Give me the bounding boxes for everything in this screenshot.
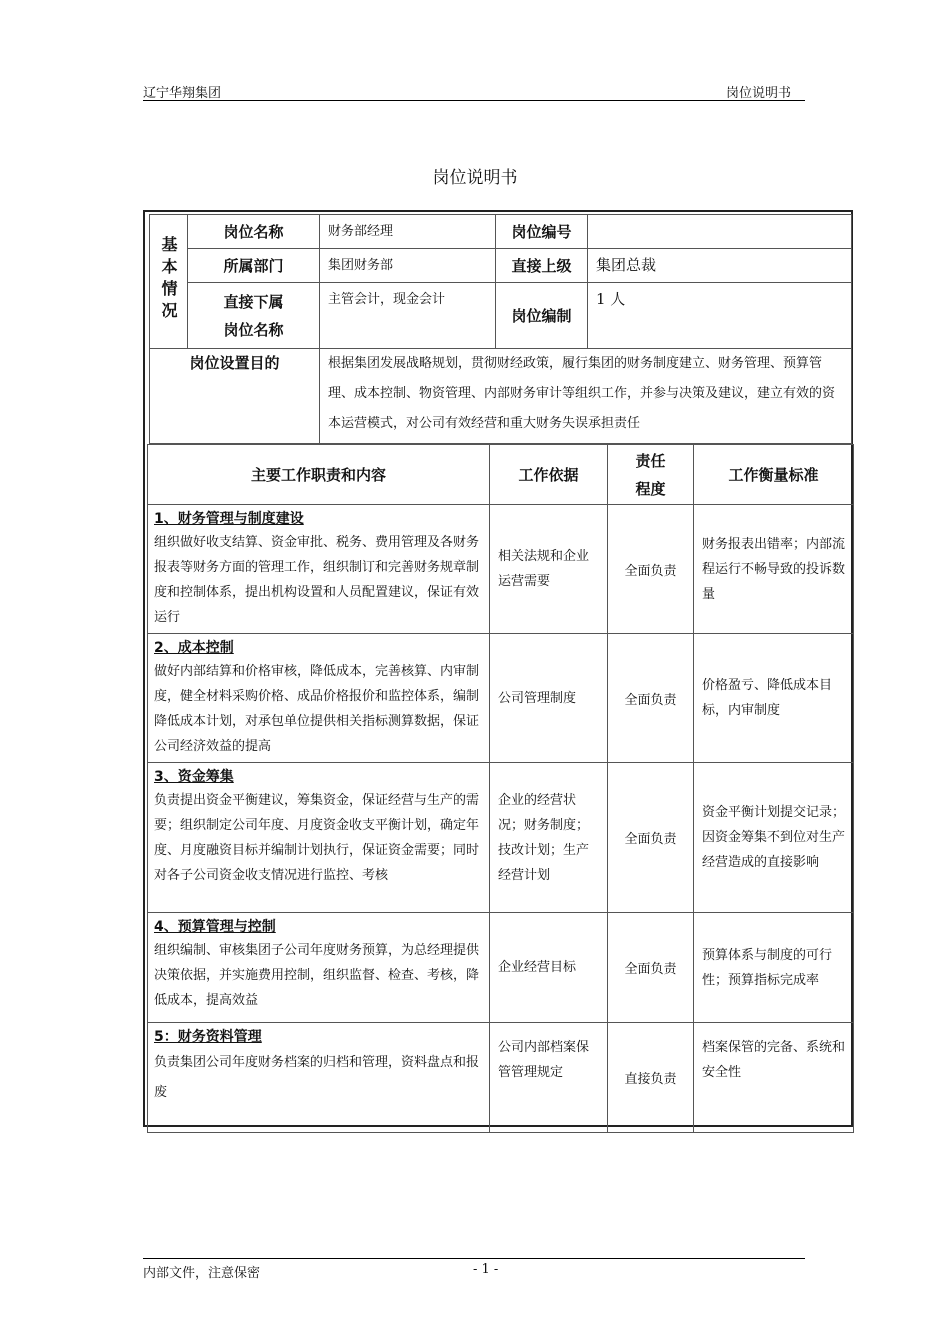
duty-resp: 全面负责 [608, 913, 694, 1023]
subordinate-label-line-2: 岗位名称 [223, 320, 284, 339]
duty-body: 负责集团公司年度财务档案的归档和管理，资料盘点和报废 [154, 1055, 480, 1100]
footer-confidential: 内部文件，注意保密 [143, 1266, 261, 1281]
basic-section-label: 基本情况 [159, 235, 178, 324]
duties-header-resp-line-2: 程度 [635, 479, 666, 498]
duty-basis: 企业经营目标 [490, 913, 608, 1023]
duty-body: 组织编制、审核集团子公司年度财务预算，为总经理提供决策依据，并实施费用控制，组织监督、检查、考核，降低成本，提高效益 [154, 943, 480, 1008]
duty-content [148, 763, 490, 913]
duty-content [148, 505, 490, 634]
duty-body: 做好内部结算和价格审核，降低成本，完善核算、内审制度，健全材料采购价格、成品价格报价和监控体系，编制降低成本计划，对承包单位提供相关指标测算数据，保证公司经济效益的提高 [154, 664, 480, 754]
duty-title: 1、财务管理与制度建设 [154, 511, 304, 527]
page-footer [143, 1258, 805, 1281]
duty-row [148, 1023, 854, 1133]
duty-resp: 全面负责 [608, 763, 694, 913]
duty-title: 4、预算管理与控制 [154, 919, 276, 935]
duties-table [147, 444, 854, 1133]
department-value: 集团财务部 [320, 249, 496, 283]
duties-header-basis: 工作依据 [490, 445, 608, 505]
subordinate-label-cell [188, 283, 320, 349]
duty-title: 5：财务资料管理 [154, 1029, 262, 1045]
position-name-label: 岗位名称 [188, 215, 320, 249]
subordinate-value: 主管会计，现金会计 [320, 283, 496, 349]
department-label: 所属部门 [188, 249, 320, 283]
duty-basis: 相关法规和企业运营需要 [490, 505, 608, 634]
duty-resp: 全面负责 [608, 634, 694, 763]
subordinate-label-line-1: 直接下属 [223, 292, 284, 311]
duty-title: 3、资金筹集 [154, 769, 234, 785]
duty-standard: 资金平衡计划提交记录；因资金筹集不到位对生产经营造成的直接影响 [694, 763, 854, 913]
duty-standard: 预算体系与制度的可行性；预算指标完成率 [694, 913, 854, 1023]
duties-header-resp-line-1: 责任 [635, 451, 666, 470]
footer-page-number: - 1 - [473, 1262, 499, 1277]
duty-standard: 档案保管的完备、系统和安全性 [694, 1023, 854, 1133]
page-header [143, 82, 805, 101]
duty-basis: 企业的经营状况；财务制度；技改计划；生产经营计划 [490, 763, 608, 913]
position-no-value [588, 215, 852, 249]
basic-info-table [149, 214, 852, 444]
header-doc-type: 岗位说明书 [725, 86, 791, 101]
header-company: 辽宁华翔集团 [143, 86, 222, 101]
duty-row [148, 505, 854, 634]
basic-section-label-cell [150, 215, 188, 349]
duties-header-resp [608, 445, 694, 505]
duties-header-standard: 工作衡量标准 [694, 445, 854, 505]
duty-row [148, 913, 854, 1023]
duty-content [148, 913, 490, 1023]
purpose-label: 岗位设置目的 [150, 349, 320, 444]
headcount-value: 1 人 [588, 283, 852, 349]
duty-basis: 公司管理制度 [490, 634, 608, 763]
duties-header-content: 主要工作职责和内容 [148, 445, 490, 505]
document-title: 岗位说明书 [432, 168, 518, 188]
position-name-value: 财务部经理 [320, 215, 496, 249]
duty-row [148, 763, 854, 913]
duty-body: 负责提出资金平衡建议，筹集资金，保证经营与生产的需要；组织制定公司年度、月度资金收支平衡计划，确定年度、月度融资目标并编制计划执行，保证资金需要；同时对各子公司资金收支情况进行监控、考核 [154, 793, 480, 883]
duty-standard: 财务报表出错率；内部流程运行不畅导致的投诉数量 [694, 505, 854, 634]
duty-basis: 公司内部档案保管管理规定 [490, 1023, 608, 1133]
duty-resp: 全面负责 [608, 505, 694, 634]
duty-body: 组织做好收支结算、资金审批、税务、费用管理及各财务报表等财务方面的管理工作，组织制订和完善财务规章制度和控制体系，提出机构设置和人员配置建议，保证有效运行 [154, 535, 480, 625]
duty-content [148, 1023, 490, 1133]
duty-row [148, 634, 854, 763]
headcount-label: 岗位编制 [496, 283, 588, 349]
duty-title: 2、成本控制 [154, 640, 234, 656]
position-no-label: 岗位编号 [496, 215, 588, 249]
duty-standard: 价格盈亏、降低成本目标，内审制度 [694, 634, 854, 763]
duty-content [148, 634, 490, 763]
superior-label: 直接上级 [496, 249, 588, 283]
job-description-form [143, 210, 853, 1127]
duty-resp: 直接负责 [608, 1023, 694, 1133]
superior-value: 集团总裁 [588, 249, 852, 283]
purpose-text: 根据集团发展战略规划，贯彻财经政策，履行集团的财务制度建立、财务管理、预算管理、成本控制、物资管理、内部财务审计等组织工作，并参与决策及建议，建立有效的资本运营模式，对公司有效经营和重大财务失误承担责任 [320, 349, 852, 444]
